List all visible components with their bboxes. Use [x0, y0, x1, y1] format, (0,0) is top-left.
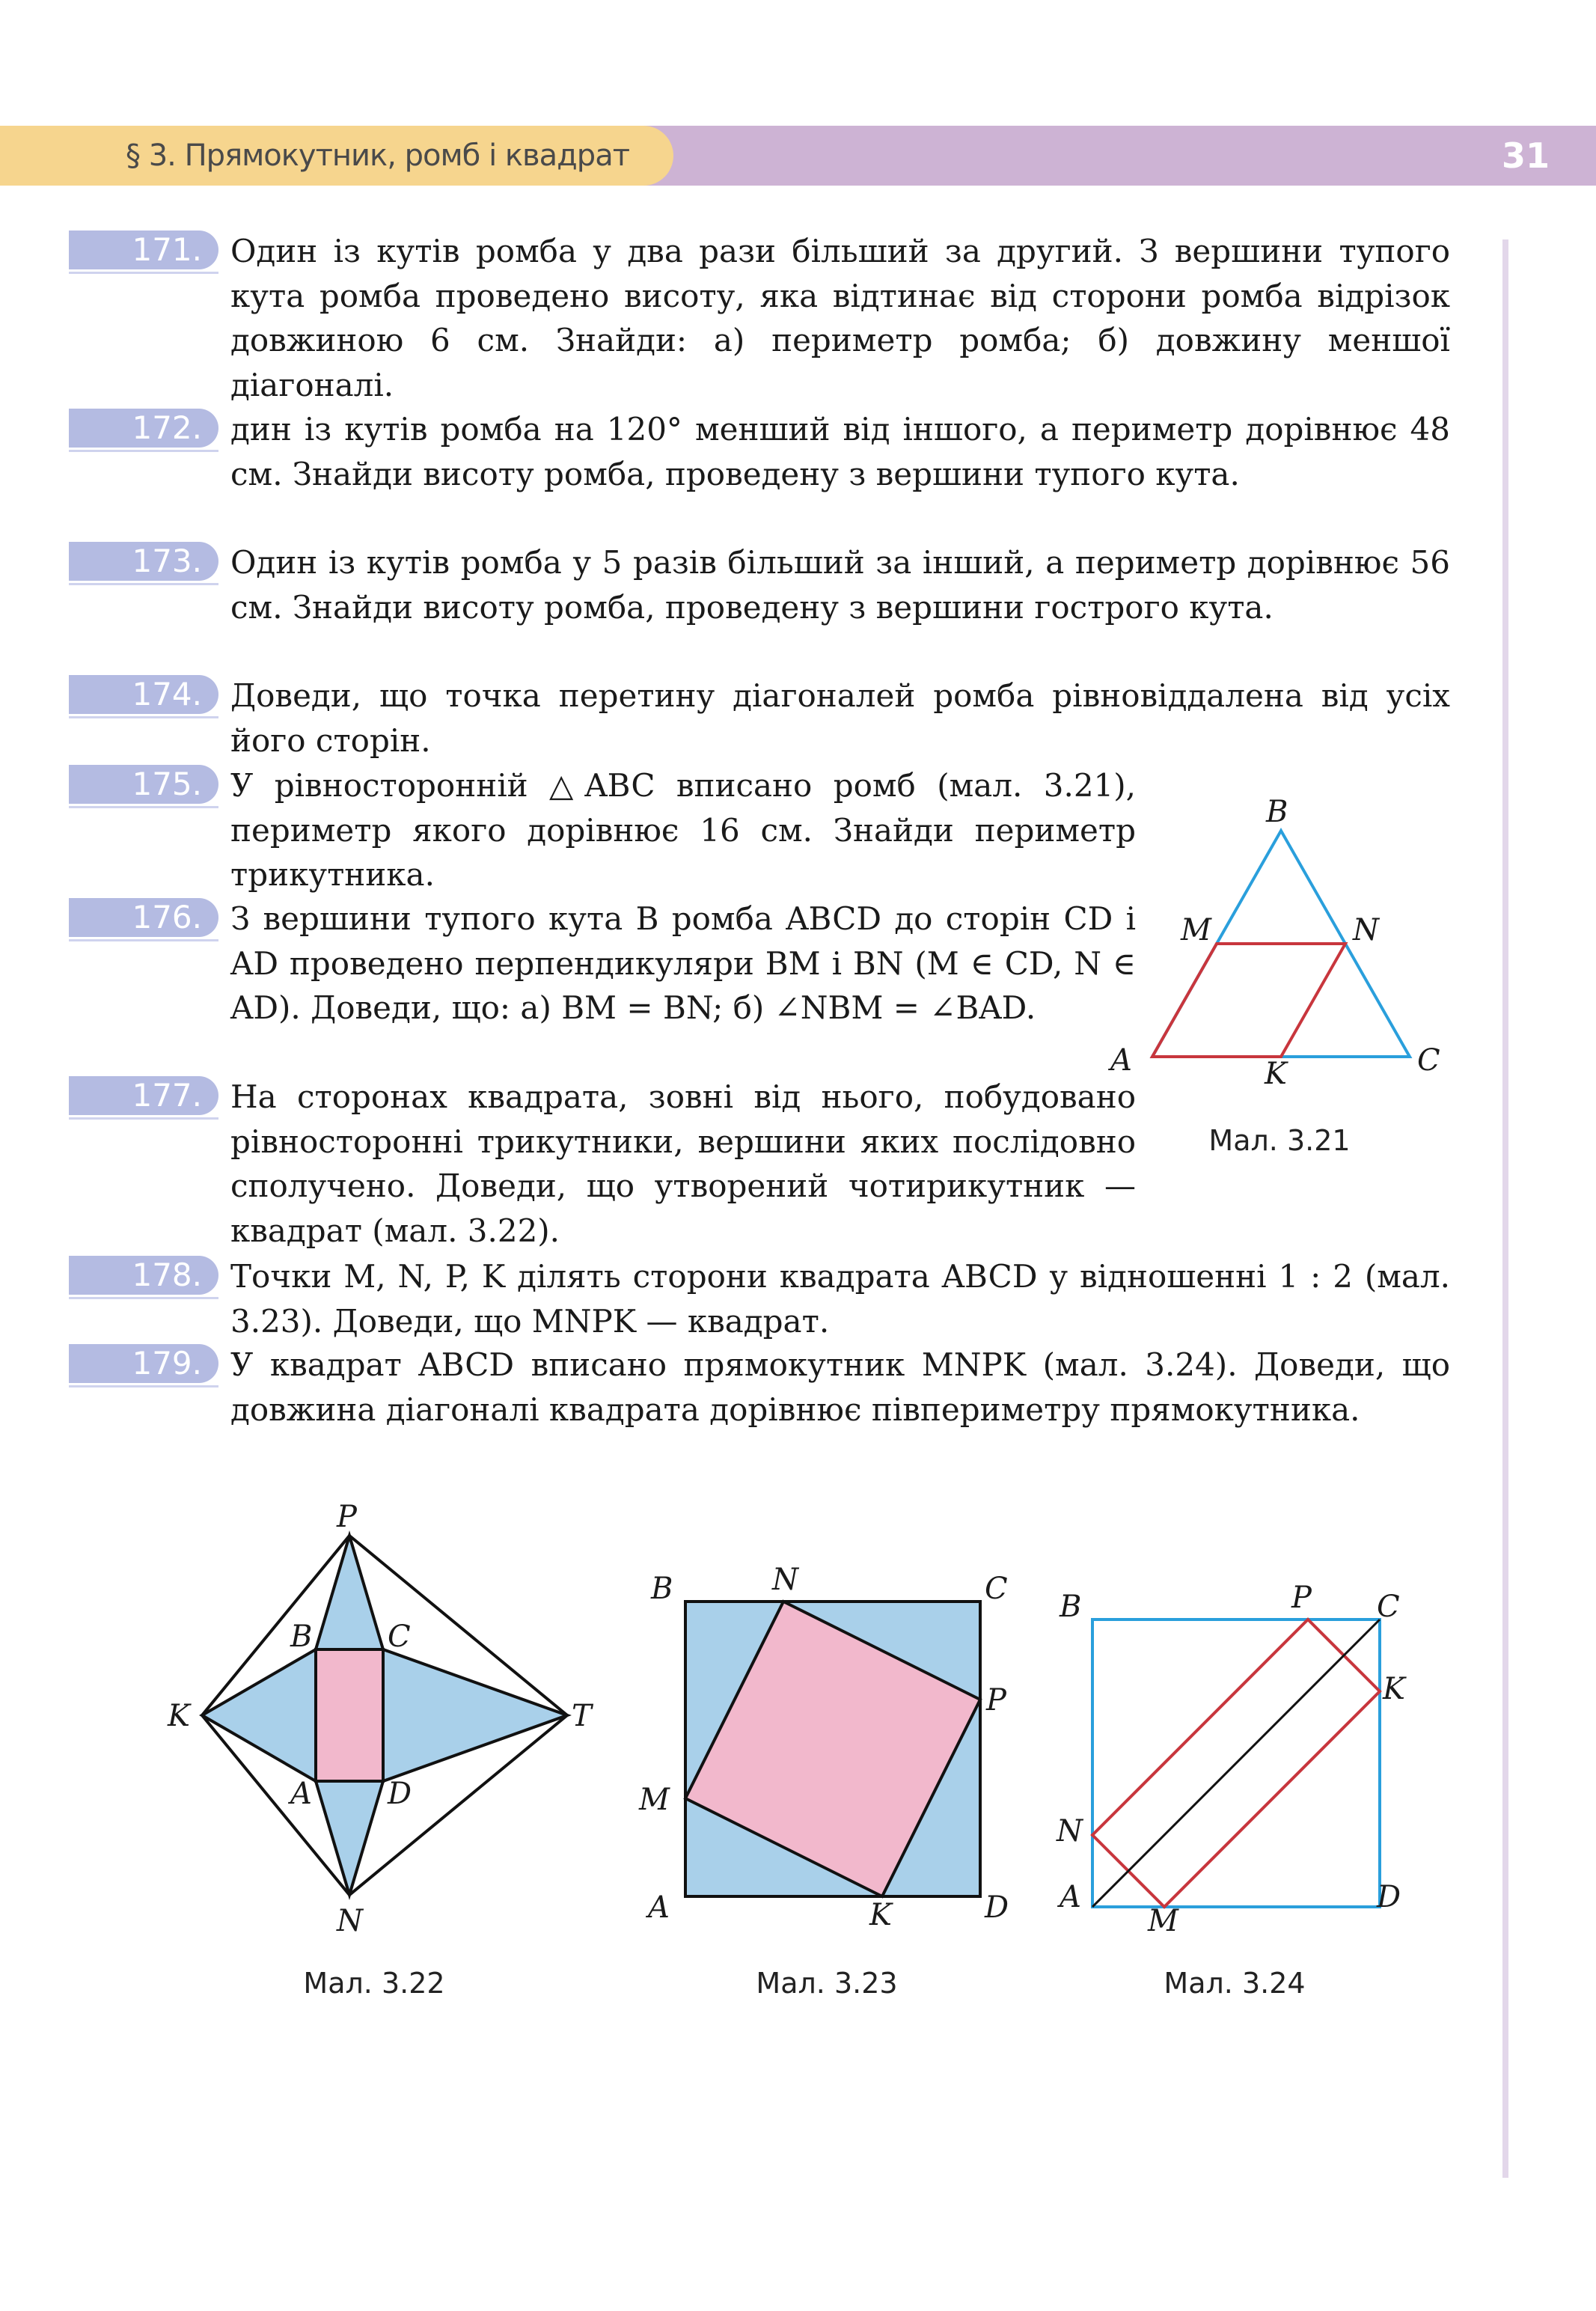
problem-number: 174. — [69, 675, 218, 714]
caption-3-23: Мал. 3.23 — [756, 1967, 898, 2000]
label-k: K — [168, 1699, 190, 1733]
problem-text: З вершини тупого кута B ромба ABCD до сторін CD і AD проведено перпендикуляри BM і BN (M ∈ CD, N ∈ AD). Доведи, що: а) BM = BN; б) ∠NBM = ∠BAD. — [230, 900, 1136, 1026]
label-b: B — [1060, 1590, 1082, 1624]
rhombus-amnk — [1152, 944, 1345, 1057]
label-m: M — [639, 1783, 670, 1817]
caption-3-21: Мал. 3.21 — [1208, 1124, 1351, 1157]
problem-number: 179. — [69, 1344, 218, 1383]
problem-number: 171. — [69, 231, 218, 269]
label-a: A — [1060, 1880, 1081, 1914]
label-n: N — [1057, 1814, 1083, 1849]
section-title: § 3. Прямокутник, ромб і квадрат — [126, 138, 629, 173]
label-a: A — [648, 1890, 670, 1925]
figure-3-22 — [157, 1482, 606, 1946]
caption-3-24: Мал. 3.24 — [1164, 1967, 1306, 2000]
label-p: P — [1291, 1581, 1312, 1615]
label-k: K — [869, 1898, 892, 1932]
label-b: B — [1266, 795, 1288, 829]
figure-3-24 — [1048, 1572, 1467, 1946]
label-k: K — [1265, 1057, 1287, 1091]
label-m: M — [1181, 913, 1211, 947]
page-number: 31 — [1501, 135, 1550, 176]
triangle-top — [316, 1536, 383, 1649]
problem-number: 176. — [69, 898, 218, 937]
problem-number: 175. — [69, 765, 218, 804]
problem-number: 173. — [69, 542, 218, 581]
problem-text: Точки M, N, P, K ділять сторони квадрата ABCD у відношенні 1 : 2 (мал. 3.23). Доведи, що MNPK — квадрат. — [230, 1258, 1450, 1340]
label-p: P — [337, 1500, 357, 1534]
label-c: C — [1417, 1043, 1440, 1078]
problem-number: 178. — [69, 1256, 218, 1295]
problem-number: 177. — [69, 1076, 218, 1115]
label-d: D — [1377, 1880, 1401, 1914]
label-a: A — [290, 1777, 312, 1811]
problem-text: У рівносторонній △ABC вписано ромб (мал. 3.21), периметр якого дорівнює 16 см. Знайди периметр трикутника. — [230, 767, 1136, 893]
problem-text: У квадрат ABCD вписано прямокутник MNPK (мал. 3.24). Доведи, що довжина діагоналі квадрата дорівнює півпериметру прямокутника. — [230, 1346, 1450, 1428]
label-k: K — [1383, 1672, 1405, 1706]
problem-text: На сторонах квадрата, зовні від нього, побудовано рівносторонні трикутники, вершини яких послідовно сполучено. Доведи, що утворений чотирикутник — квадрат (мал. 3.22). — [230, 1078, 1136, 1249]
label-p: P — [986, 1683, 1006, 1718]
label-b: B — [651, 1572, 673, 1606]
side-rule — [1502, 239, 1508, 2178]
diagonal-ac — [1092, 1619, 1380, 1907]
figure-3-21 — [1107, 786, 1482, 1100]
problem-number: 172. — [69, 409, 218, 448]
problem-text: Доведи, що точка перетину діагоналей ромба рівновіддалена від усіх його сторін. — [230, 677, 1450, 759]
label-b: B — [290, 1619, 313, 1654]
label-n: N — [1353, 913, 1379, 947]
problem-text: Один із кутів ромба у два рази більший за другий. З вершини тупого кута ромба проведено висоту, яка відтинає від сторони ромба відрізок довжиною 6 см. Знайди: а) периметр ромба; б) довжину меншої діагоналі. — [230, 233, 1450, 403]
label-c: C — [985, 1572, 1008, 1606]
label-d: D — [388, 1777, 412, 1811]
triangle-bottom — [316, 1781, 383, 1895]
label-c: C — [1377, 1590, 1400, 1624]
label-d: D — [985, 1890, 1009, 1925]
label-a: A — [1110, 1043, 1132, 1078]
problem-text: Один із кутів ромба у 5 разів більший за інший, а периметр дорівнює 56 см. Знайди висоту ромба, проведену з вершини гострого кута. — [230, 544, 1450, 626]
label-n: N — [772, 1563, 798, 1597]
label-n: N — [337, 1904, 363, 1938]
triangle-right — [383, 1649, 567, 1781]
label-t: T — [572, 1699, 592, 1733]
square-abcd — [316, 1649, 383, 1781]
triangle-left — [202, 1649, 316, 1781]
figure-3-23 — [629, 1557, 1048, 1946]
caption-3-22: Мал. 3.22 — [303, 1967, 445, 2000]
problem-text: дин із кутів ромба на 120° менший від іншого, а периметр дорівнює 48 см. Знайди висоту ромба, проведену з вершини тупого кута. — [230, 411, 1450, 492]
label-m: M — [1148, 1904, 1178, 1938]
label-c: C — [388, 1619, 411, 1654]
